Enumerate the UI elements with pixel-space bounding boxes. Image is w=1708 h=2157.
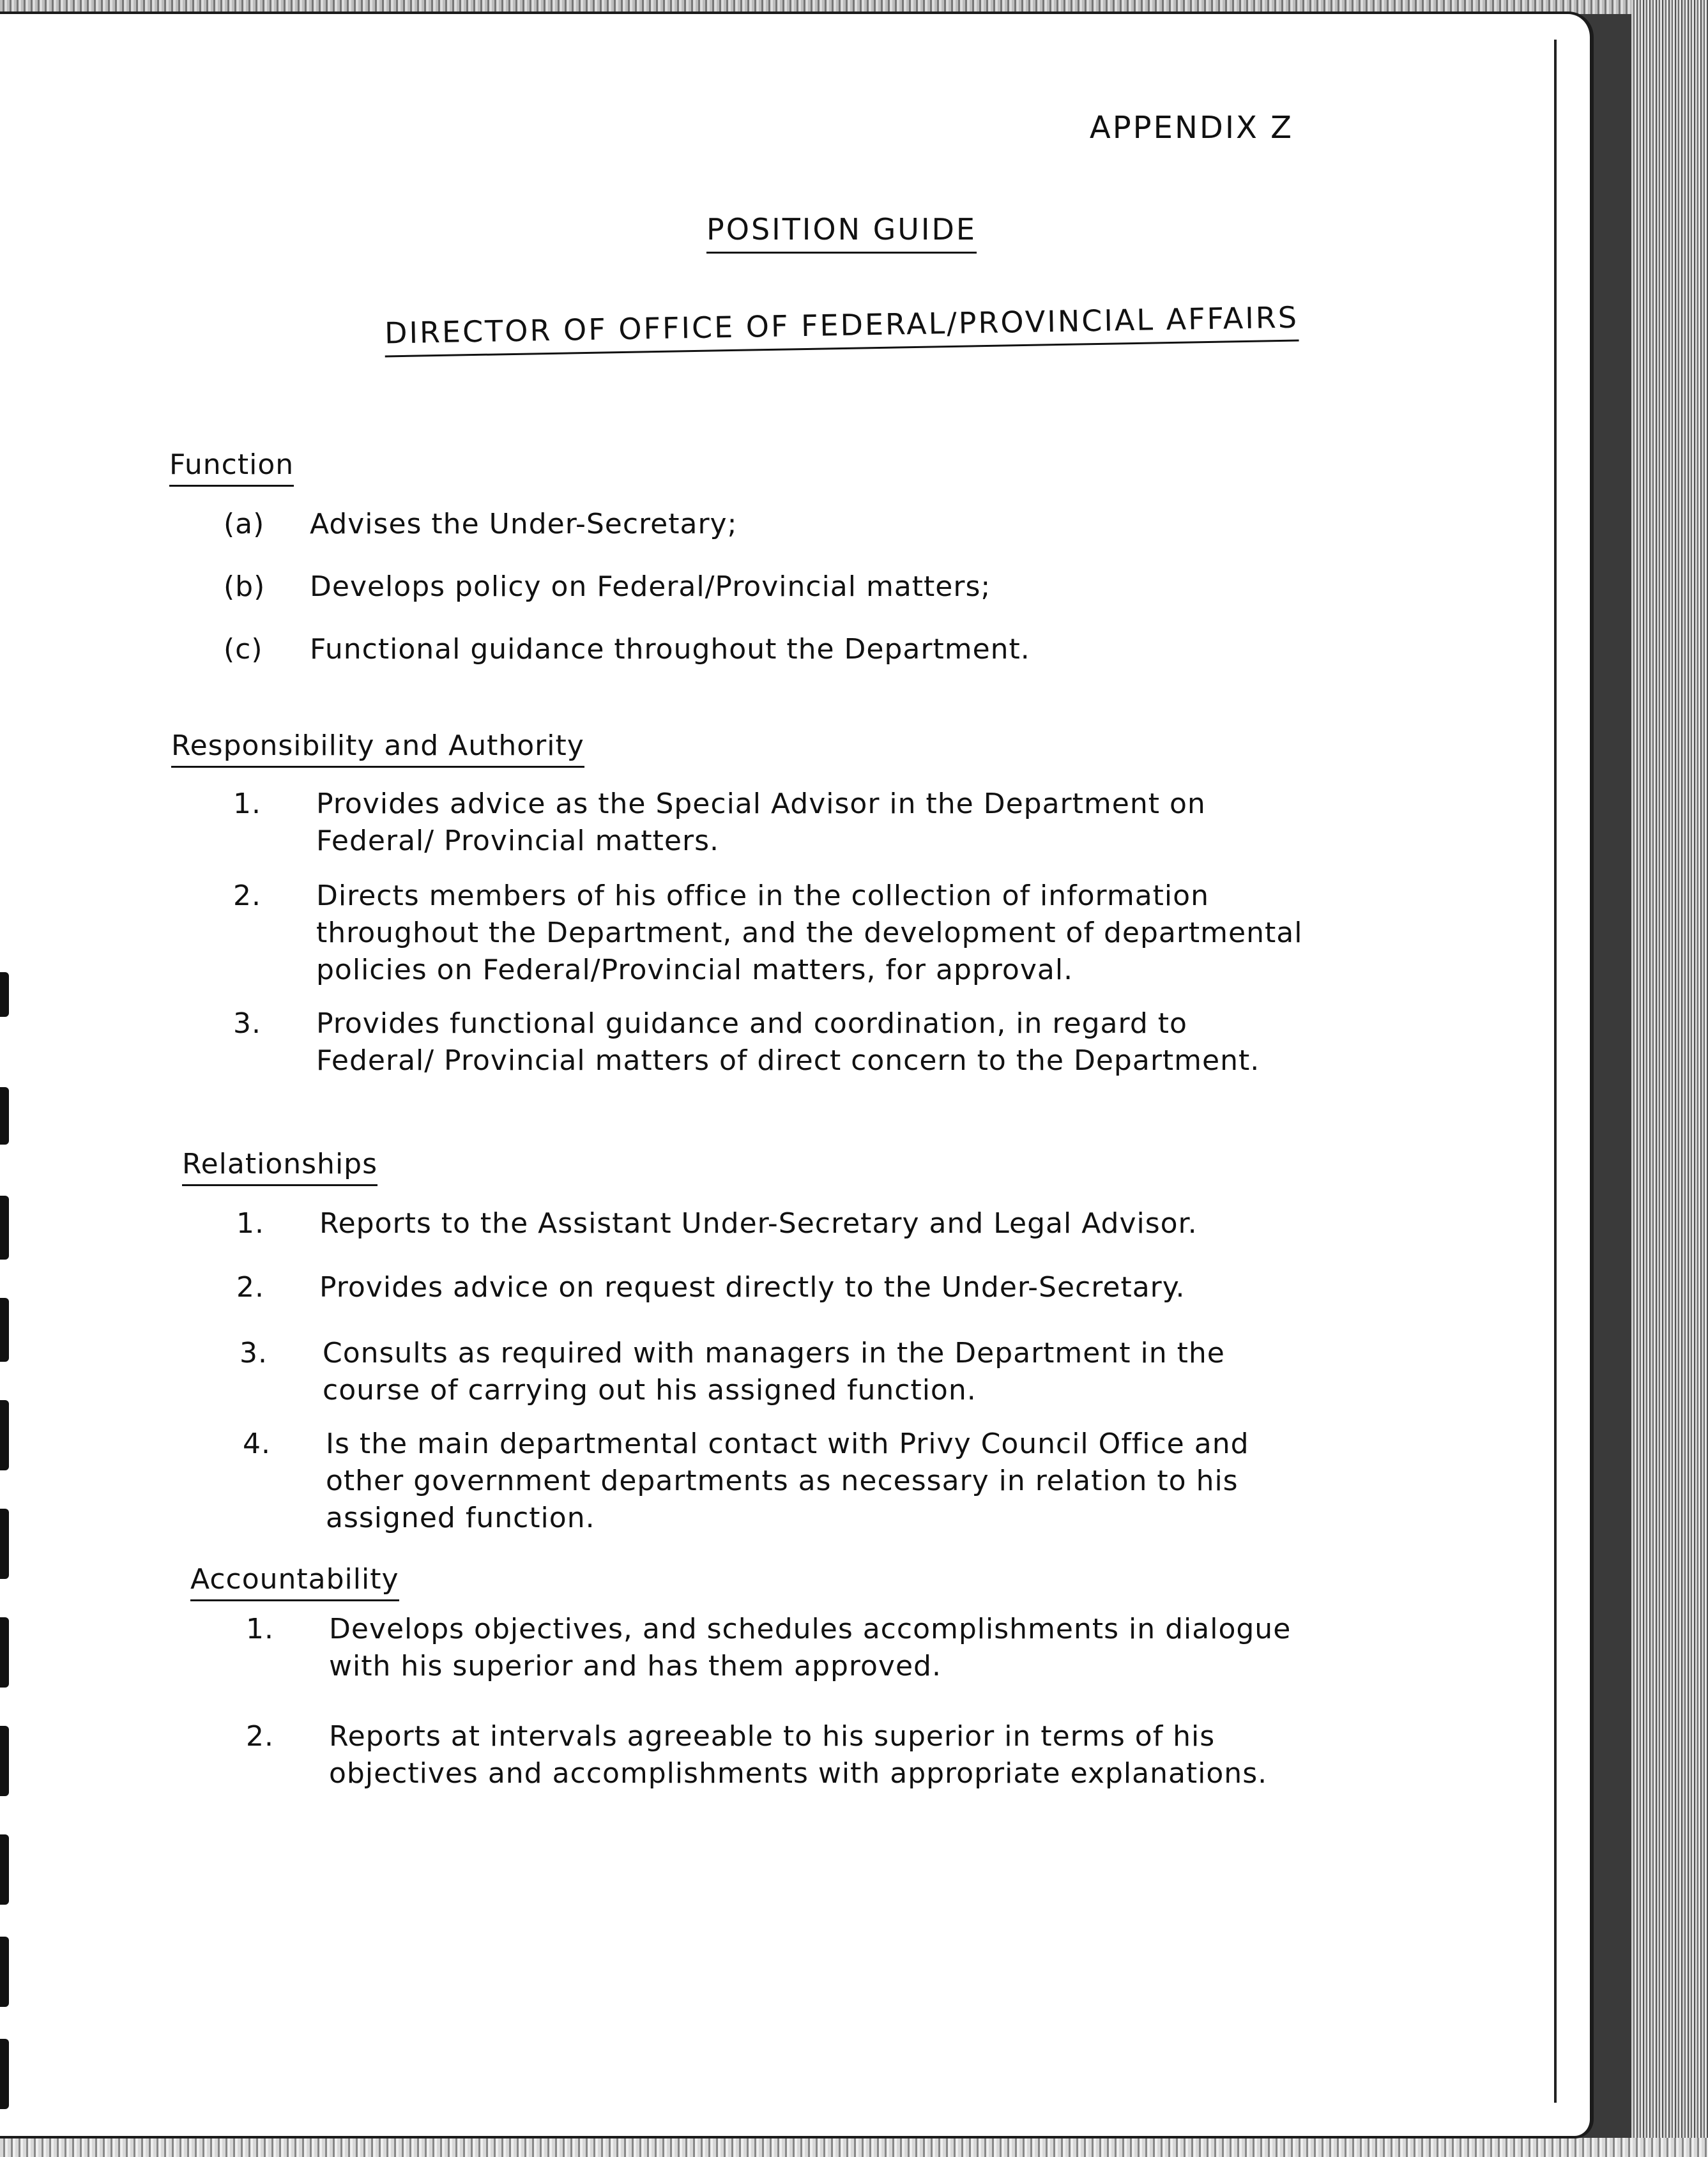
list-item: [246, 1611, 1325, 1685]
list-item-text: Is the main departmental contact with Privy Council Office and other government departments as necessary in relation to his assigned function.: [326, 1428, 1249, 1534]
section-heading-text: Accountability: [190, 1563, 399, 1601]
list-item-text: Develops policy on Federal/Provincial matters;: [310, 570, 991, 603]
section-heading-accountability: [190, 1563, 399, 1596]
document-page: [0, 11, 1594, 2138]
list-item: [240, 1335, 1319, 1409]
list-item: [243, 1426, 1322, 1537]
list-item-text: Reports at intervals agreeable to his superior in terms of his objectives and accomplishments with appropriate explanations.: [329, 1720, 1268, 1790]
page-title-text: POSITION GUIDE: [706, 212, 977, 254]
page-subtitle: [89, 294, 1594, 355]
list-item-text: Advises the Under-Secretary;: [310, 508, 738, 540]
appendix-label: APPENDIX Z: [1089, 110, 1293, 146]
list-item-text: Provides functional guidance and coordination, in regard to Federal/ Provincial matters of direct concern to the Department.: [316, 1007, 1260, 1077]
section-heading-text: Relationships: [182, 1148, 377, 1186]
section-heading-text: Responsibility and Authority: [171, 729, 584, 768]
list-item-text: Functional guidance throughout the Department.: [310, 633, 1030, 666]
section-heading-function: [169, 448, 294, 481]
list-item: [224, 506, 1306, 543]
section-heading-responsibility: [171, 729, 584, 762]
list-marker: 3.: [233, 1007, 261, 1040]
list-marker: (c): [224, 633, 263, 666]
list-item: [233, 878, 1313, 989]
list-item-text: Reports to the Assistant Under-Secretary and Legal Advisor.: [319, 1207, 1198, 1240]
list-marker: (a): [224, 508, 265, 540]
list-marker: 2.: [236, 1271, 264, 1304]
list-item: [236, 1205, 1316, 1242]
list-item: [233, 786, 1313, 860]
list-marker: 4.: [243, 1428, 271, 1460]
list-item: [246, 1718, 1325, 1792]
list-marker: 1.: [233, 788, 261, 820]
list-item: [224, 568, 1306, 606]
list-item-text: Provides advice on request directly to the Under-Secretary.: [319, 1271, 1186, 1304]
list-marker: 2.: [233, 880, 261, 912]
list-item: [233, 1005, 1313, 1079]
list-item-text: Directs members of his office in the collection of information throughout the Department, and the development of departmental policies on Federal/Provincial matters, for approval.: [316, 880, 1303, 986]
list-item-text: Consults as required with managers in the Department in the course of carrying out his assigned function.: [323, 1337, 1225, 1406]
list-item: [236, 1269, 1316, 1306]
list-marker: (b): [224, 570, 266, 603]
list-item-text: Provides advice as the Special Advisor in the Department on Federal/ Provincial matters.: [316, 788, 1206, 857]
document-body: [0, 14, 1594, 2141]
list-item: [224, 631, 1306, 668]
list-marker: 3.: [240, 1337, 268, 1369]
list-marker: 1.: [246, 1613, 274, 1645]
list-marker: 2.: [246, 1720, 274, 1753]
page-subtitle-text: DIRECTOR OF OFFICE OF FEDERAL/PROVINCIAL AFFAIRS: [385, 300, 1299, 358]
scan-right-edge: [1631, 0, 1708, 2157]
list-marker: 1.: [236, 1207, 264, 1240]
page-title: [89, 212, 1594, 247]
list-item-text: Develops objectives, and schedules accomplishments in dialogue with his superior and has them approved.: [329, 1613, 1292, 1682]
section-heading-text: Function: [169, 448, 294, 487]
section-heading-relationships: [182, 1148, 377, 1180]
